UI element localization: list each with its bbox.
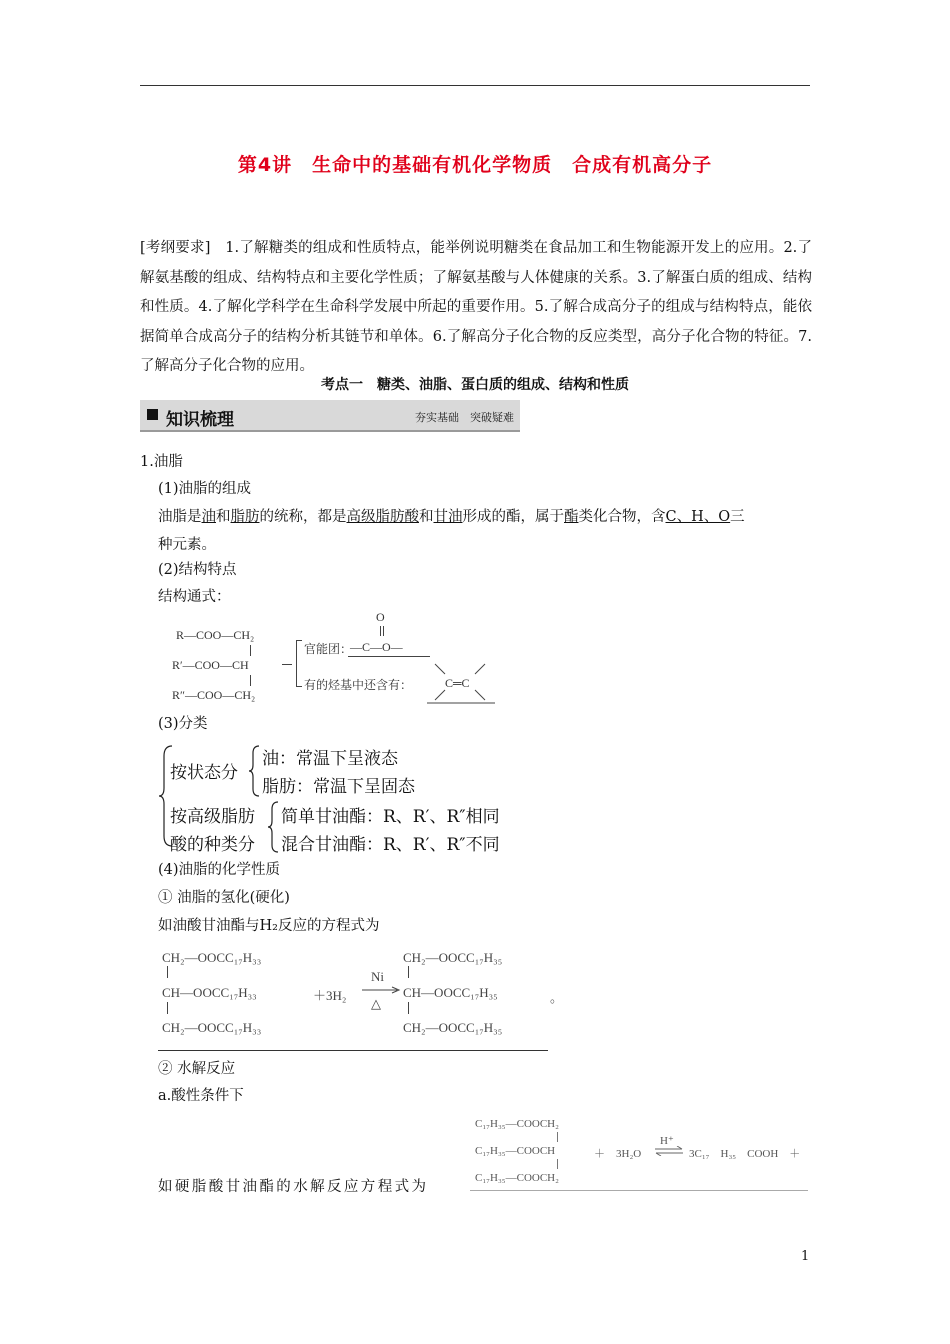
formula-row-3: R″—COO—CH₂ — [172, 688, 256, 702]
blank-glycerol: 甘油 — [433, 509, 463, 525]
equilibrium-arrow-icon — [654, 1146, 684, 1156]
acid-condition: a.酸性条件下 — [158, 1088, 244, 1104]
comp-text: 的统称，都是 — [259, 509, 347, 525]
bond-line — [250, 645, 251, 656]
connector-line — [282, 664, 292, 665]
double-bond-line — [383, 626, 384, 636]
answer-underline — [470, 1190, 808, 1191]
page-title: 第4讲 生命中的基础有机化学物质 合成有机高分子 — [237, 154, 713, 176]
extra-group-label: 有的烃基中还含有： — [304, 678, 413, 692]
hydrogenation-title: ① 油脂的氢化(硬化) — [158, 890, 290, 906]
ester-row-1: C₁₇H₃₅—COOCH₂ — [475, 1118, 559, 1130]
structure-heading: (2)结构特点 — [158, 562, 237, 578]
blank-oil: 油 — [201, 509, 216, 525]
double-bond-line — [380, 626, 381, 636]
stearic-acid-product: 3C₁₇ H₃₅ COOH ＋ — [689, 1148, 801, 1160]
state-brace-icon — [248, 744, 262, 798]
comp-text: 油脂是 — [158, 509, 202, 525]
comp-text: 类化合物，含 — [578, 509, 666, 525]
oil-composition-heading: (1)油脂的组成 — [158, 481, 252, 497]
hydrogen-reactant: ＋3H₂ — [313, 988, 347, 1003]
formula-row-2: R′—COO—CH — [172, 658, 249, 672]
bond-line — [167, 966, 168, 978]
product-row-3: CH₂—OOCC₁₇H₃₅ — [403, 1020, 503, 1035]
comp-text: 和 — [216, 509, 231, 525]
acid-category-line-2: 酸的种类分 — [170, 835, 255, 855]
requirements-text: 1.了解糖类的组成和性质特点，能举例说明糖类在食品加工和生物能源开发上的应用。2.了解氨基酸的组成、结构特点和主要化学性质；了解氨基酸与人体健康的关系。3.了解蛋白质的组成、结构和性质。4.了解化学科学在生命科学发展中所起的重要作用。5.了解合成高分子的组成与结构特点，能依据简单合成高分子的结构分析其链节和单体。6.了解高分子化合物的反应类型，高分子化合物的特征。7.了解高分子化合物的应用。 — [140, 240, 812, 374]
reaction-arrow-icon — [361, 986, 401, 994]
hydrogenation-intro: 如油酸甘油酯与H₂反应的方程式为 — [158, 918, 380, 934]
header-rule — [140, 85, 810, 86]
comp-text: 形成的酯，属于 — [462, 509, 564, 525]
bracket-line — [296, 686, 302, 687]
page-number: 1 — [801, 1249, 810, 1264]
banner-subtitle: 夯实基础 突破疑难 — [415, 411, 514, 424]
bracket-line — [296, 640, 302, 641]
equation-end: 。 — [550, 990, 564, 1005]
heat-symbol: △ — [371, 996, 381, 1011]
reactant-row-1: CH₂—OOCC₁₇H₃₃ — [162, 950, 262, 965]
banner-title: 知识梳理 — [166, 410, 234, 430]
blank-fat: 脂肪 — [230, 509, 260, 525]
carbonyl-oxygen: O — [376, 610, 385, 624]
answer-underline — [348, 656, 430, 657]
square-bullet-icon — [147, 409, 158, 420]
reactant-row-2: CH—OOCC₁₇H₃₃ — [162, 985, 257, 1000]
bond-line — [408, 1002, 409, 1014]
reactant-row-3: CH₂—OOCC₁₇H₃₃ — [162, 1020, 262, 1035]
bond-line — [557, 1159, 558, 1169]
blank-ester: 酯 — [564, 509, 579, 525]
answer-underline — [158, 1050, 548, 1051]
hydrolysis-title: ② 水解反应 — [158, 1061, 236, 1077]
bond-line — [557, 1132, 558, 1142]
comp-text: 三 — [730, 509, 745, 525]
bracket-line — [296, 640, 297, 686]
state-category: 按状态分 — [170, 763, 238, 783]
water-reactant: ＋ 3H₂O — [594, 1148, 642, 1160]
bond-line — [250, 675, 251, 686]
acid-category-line-1: 按高级脂肪 — [170, 807, 255, 827]
requirements-label: [考纲要求] — [140, 240, 211, 256]
blank-fatty-acid: 高级脂肪酸 — [346, 509, 419, 525]
blank-elements: C、H、O — [665, 509, 731, 525]
knowledge-banner — [140, 400, 520, 432]
nickel-catalyst: Ni — [371, 969, 384, 984]
oil-definition: 油：常温下呈液态 — [262, 749, 398, 769]
classification-heading: (3)分类 — [158, 716, 208, 732]
fat-definition: 脂肪：常温下呈固态 — [262, 777, 415, 797]
bond-line — [408, 966, 409, 978]
chemical-properties-heading: (4)油脂的化学性质 — [158, 862, 281, 878]
comp-text: 和 — [419, 509, 434, 525]
simple-glyceride: 简单甘油酯：R、R′、R″相同 — [281, 807, 500, 827]
ester-group: —C—O— — [350, 640, 403, 654]
formula-row-1: R—COO—CH₂ — [176, 628, 255, 642]
general-formula-label: 结构通式： — [158, 589, 231, 605]
composition-line — [158, 510, 745, 525]
mixed-glyceride: 混合甘油酯：R、R′、R″不同 — [281, 835, 500, 855]
bond-line — [167, 1002, 168, 1014]
requirements-paragraph — [140, 234, 812, 382]
product-row-1: CH₂—OOCC₁₇H₃₅ — [403, 950, 503, 965]
ester-row-2: C₁₇H₃₅—COOCH — [475, 1145, 556, 1157]
composition-line-2: 种元素。 — [158, 537, 216, 553]
alkene-group: C═C — [445, 676, 470, 690]
ester-row-3: C₁₇H₃₅—COOCH₂ — [475, 1172, 559, 1184]
functional-group-label: 官能团： — [304, 642, 353, 656]
section-heading: 考点一 糖类、油脂、蛋白质的组成、结构和性质 — [321, 377, 629, 393]
oil-heading: 1.油脂 — [140, 454, 183, 470]
acid-brace-icon — [267, 800, 281, 854]
hydrolysis-intro: 如硬脂酸甘油酯的水解反应方程式为 — [158, 1179, 429, 1195]
product-row-2: CH—OOCC₁₇H₃₅ — [403, 985, 498, 1000]
acid-catalyst: H⁺ — [660, 1135, 674, 1147]
